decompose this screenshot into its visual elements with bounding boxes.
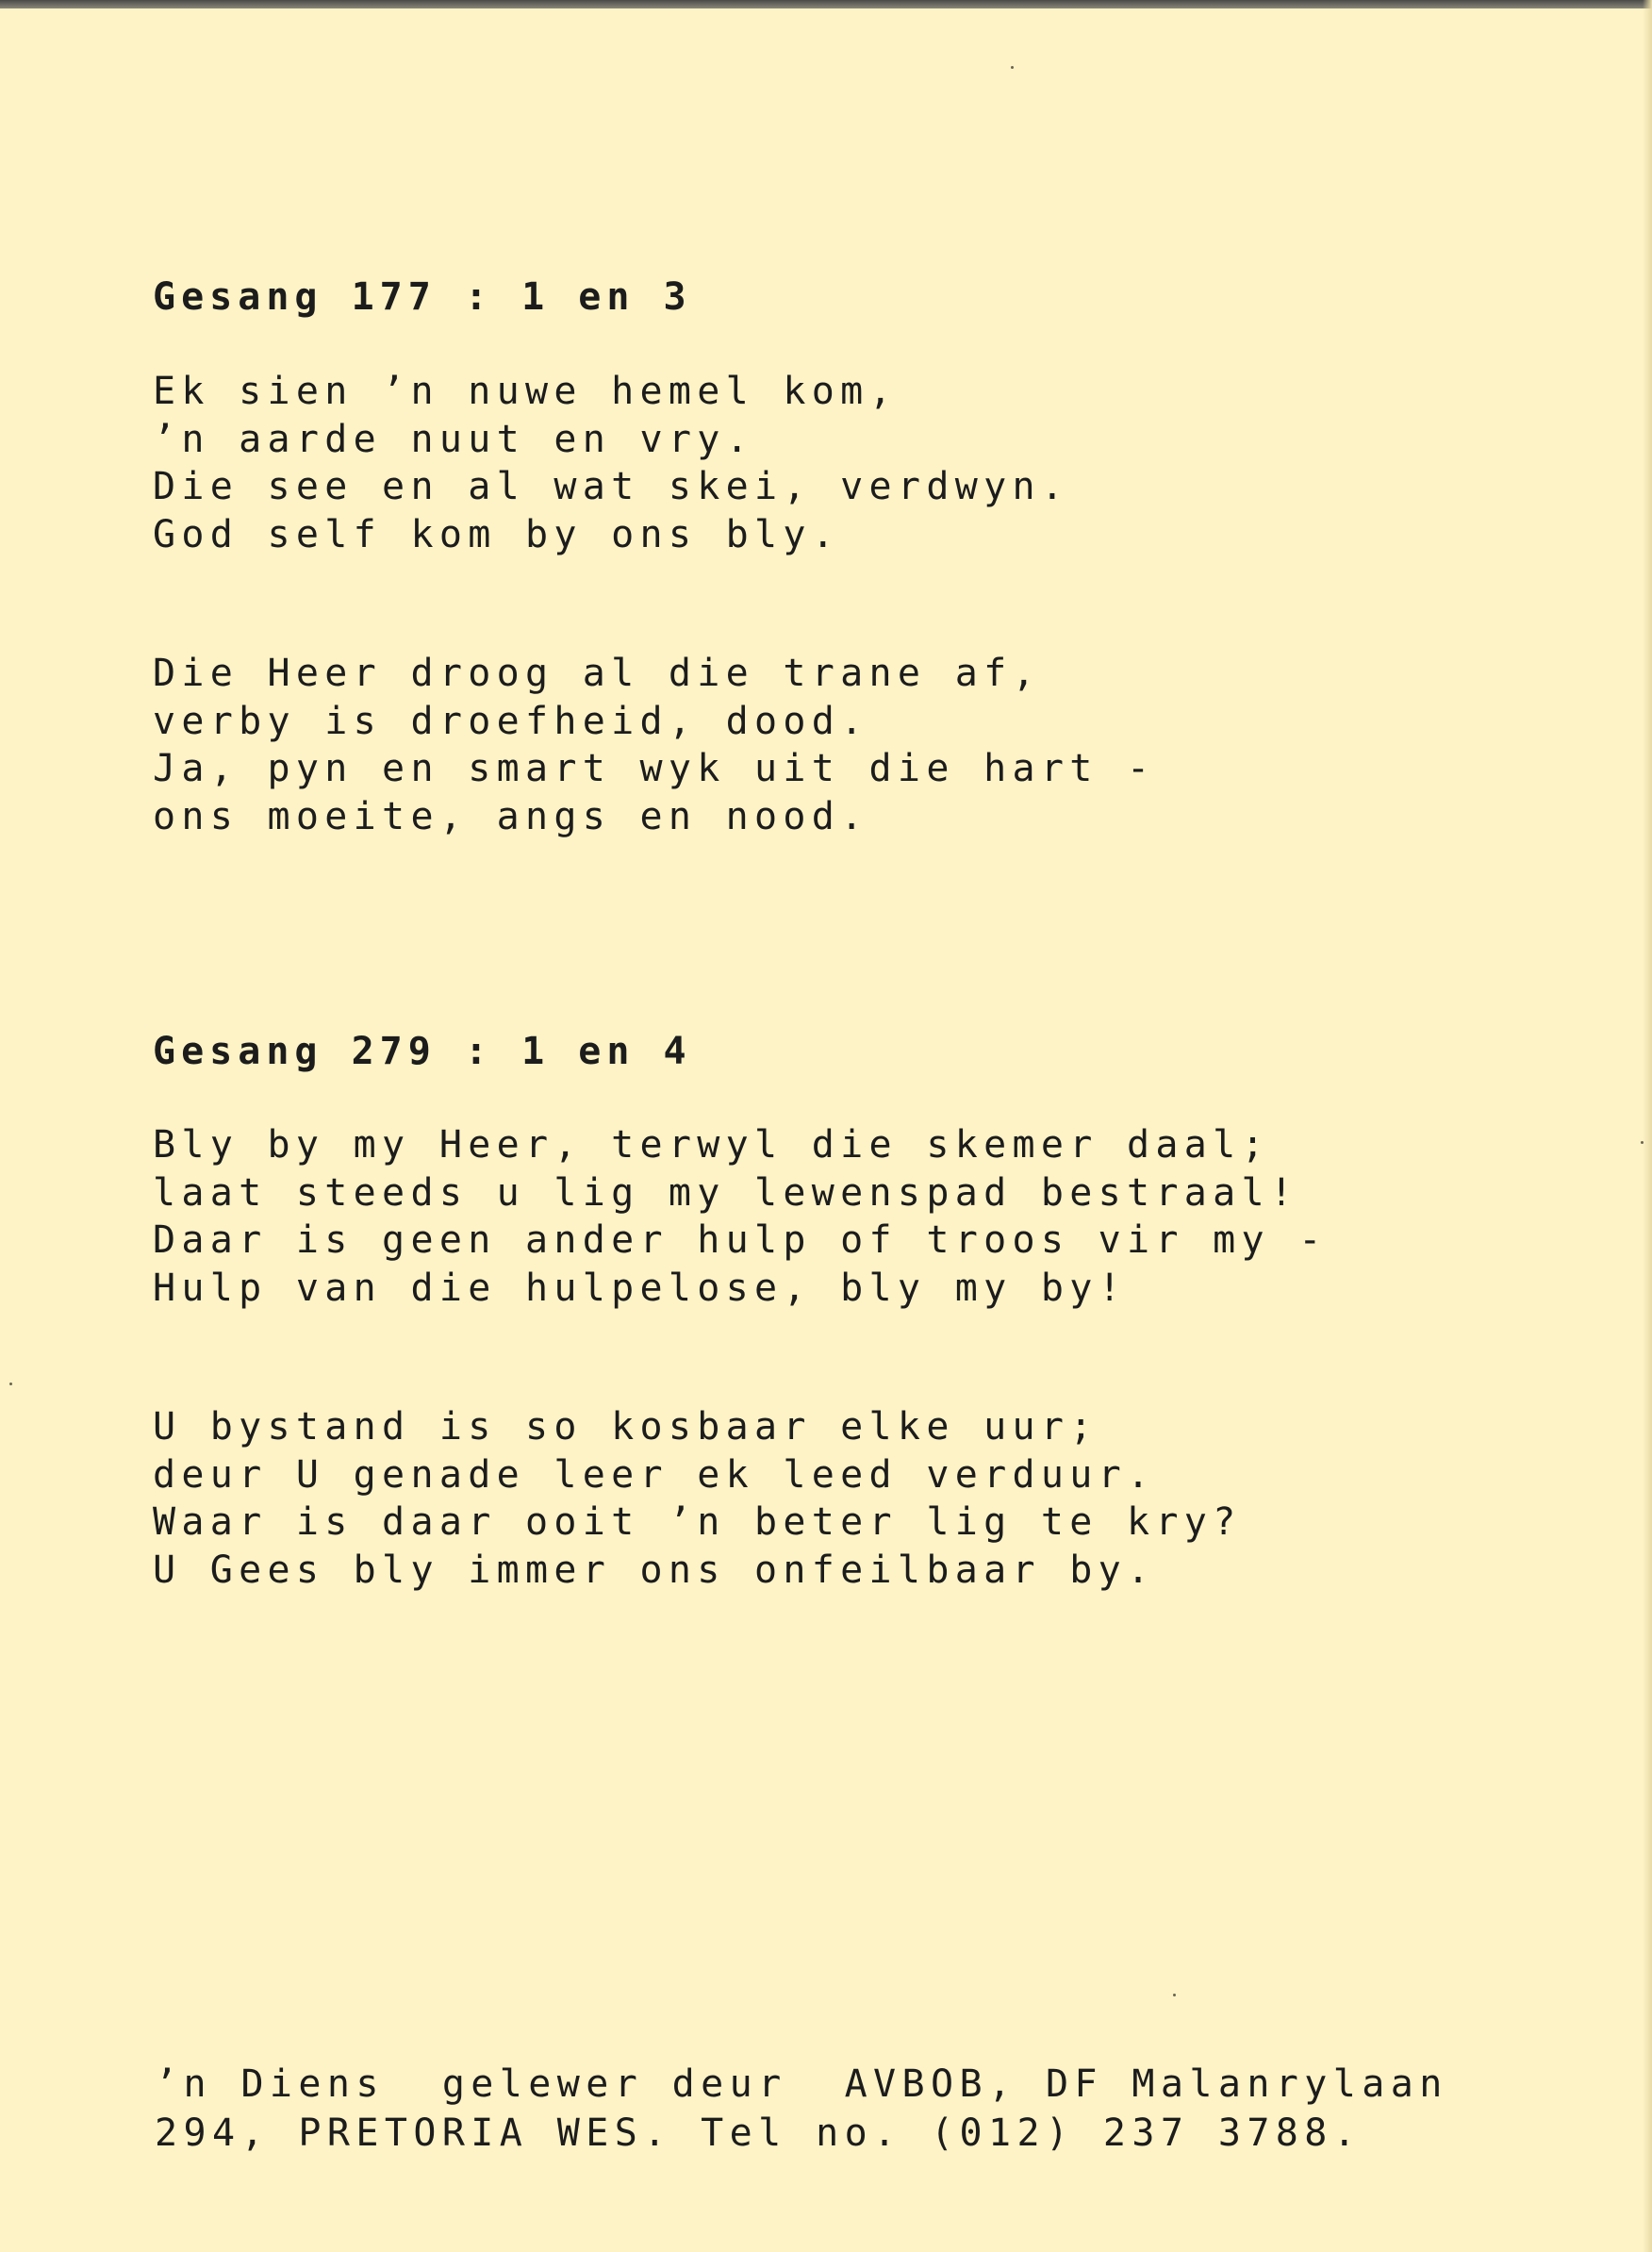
paper-speck	[1173, 1994, 1176, 1996]
verse-line: Waar is daar ooit ’n beter lig te kry?	[153, 1500, 1242, 1544]
verse-line: deur U genade leer ek leed verduur.	[153, 1452, 1156, 1497]
verse-line: Hulp van die hulpelose, bly my by!	[153, 1266, 1127, 1310]
hymn-2-heading: Gesang 279 : 1 en 4	[153, 1030, 692, 1073]
verse-line: Die see en al wat skei, verdwyn.	[153, 465, 1070, 508]
hymn-1-heading: Gesang 177 : 1 en 3	[153, 275, 692, 319]
verse-line: ons moeite, angs en nood.	[153, 794, 869, 838]
hymn-2-verse-1	[153, 1121, 1328, 1312]
verse-line: verby is droefheid, dood.	[153, 699, 869, 743]
footer-line: 294, PRETORIA WES. Tel no. (012) 237 3788.	[155, 2111, 1363, 2155]
page-right-edge	[1643, 0, 1652, 2252]
verse-line: Ek sien ’n nuwe hemel kom,	[153, 370, 898, 413]
verse-line: laat steeds u lig my lewenspad bestraal!	[153, 1170, 1299, 1215]
page-top-edge	[0, 0, 1652, 8]
footer-line: ’n Diens gelewer deur AVBOB, DF Malanrylaan	[155, 2062, 1448, 2106]
paper-speck	[9, 1383, 12, 1385]
verse-line: ’n aarde nuut en vry.	[153, 417, 755, 461]
verse-line: Bly by my Heer, terwyl die skemer daal;	[153, 1123, 1270, 1167]
verse-line: U Gees bly immer ons onfeilbaar by.	[153, 1548, 1156, 1592]
paper-speck	[1641, 1141, 1644, 1144]
verse-line: Ja, pyn en smart wyk uit die hart -	[153, 747, 1156, 790]
paper-speck	[1011, 66, 1014, 69]
hymn-1-verse-1	[153, 368, 1069, 558]
verse-line: Daar is geen ander hulp of troos vir my -	[153, 1218, 1328, 1262]
hymn-2-verse-2	[153, 1403, 1242, 1594]
verse-line: Die Heer droog al die trane af,	[153, 652, 1041, 695]
hymn-1-verse-2	[153, 650, 1155, 840]
footer-address	[155, 2060, 1448, 2158]
verse-line: U bystand is so kosbaar elke uur;	[153, 1405, 1099, 1449]
verse-line: God self kom by ons bly.	[153, 512, 841, 556]
